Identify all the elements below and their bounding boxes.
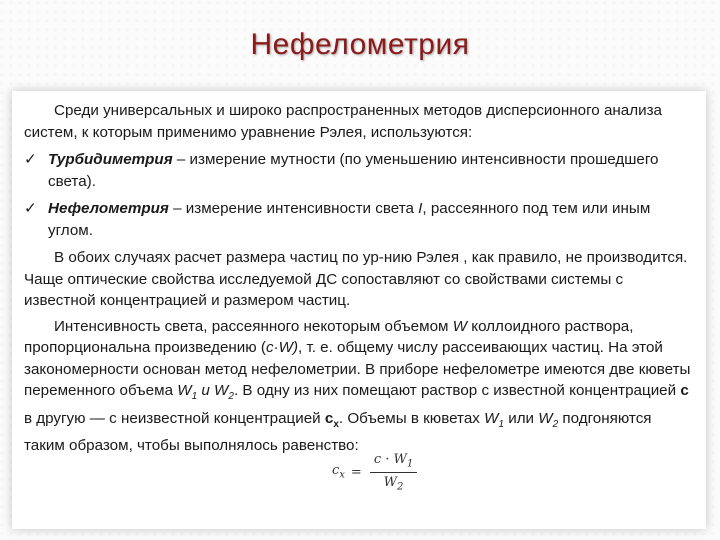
intro-paragraph: Среди универсальных и широко распространенных методов дисперсионного анализа систем, к которым применимо уравнение Рэлея, используются: [24,102,662,141]
text-run: или [503,409,539,427]
bullet-text: – измерение интенсивности света [168,200,419,217]
var-w2: W [538,409,553,427]
slide-text [24,100,696,461]
equality-formula [332,452,417,492]
var-cw: c·W) [265,339,298,356]
formula-numerator: $c \cdot W_1$ [370,452,417,473]
var-w1: W [177,382,192,399]
text-run: подгоняются таким образом, чтобы выполнялось равенство: [24,409,652,455]
bullet-nephelometry [24,198,696,241]
subscript: 2 [552,418,559,430]
formula-lhs: $c_x$ [332,463,345,481]
bullet-term: Турбидиметрия [48,151,173,168]
text-run: . Объемы в кюветах [338,409,485,427]
var-w2: W [214,382,229,399]
bullet-text: , рассеянного под тем или иным углом. [48,200,651,239]
formula-fraction [370,452,417,492]
text-run: и [197,382,215,399]
slide-title: Нефелометрия [250,28,470,61]
var-cx: c [324,409,334,427]
checkmark-icon: ✓ [24,151,37,168]
subscript: x [333,418,339,430]
paragraph-nephelometer [24,316,696,457]
text-run: в другую — с неизвестной концентрацией [24,409,325,427]
formula-denominator: $W_2$ [383,474,404,493]
subscript: 1 [191,391,198,403]
intensity-var: I [418,200,423,217]
text-run: . В одну из них помещают раствор с известной концентрацией [233,382,681,399]
var-w: W [452,317,468,335]
text-run: , т. е. общему числу рассеивающих частиц. На этой закономерности основан метод нефелометрии. В приборе нефелометре имеются две кюветы переменного объема [24,339,691,399]
var-w1: W [484,409,499,427]
checkmark-icon: ✓ [24,200,37,217]
bullet-text: – измерение мутности (по уменьшению интенсивности прошедшего света). [48,151,659,190]
var-c: с [680,382,689,399]
bullet-turbidimetry [24,149,696,192]
bullet-term: Нефелометрия [48,200,169,217]
formula-equals: = [350,464,362,480]
text-run: коллоидного раствора, пропорциональна произведению ( [24,317,634,356]
text-run: Интенсивность света, рассеянного некоторым объемом [54,317,453,335]
subscript: 1 [498,418,504,430]
paragraph-rayleigh: В обоих случаях расчет размера частиц по ур-нию Рэлея , как правило, не производится. Чаще оптические свойства исследуемой ДС сопоставляют со свойствами системы с известной концентрацией и размером частиц. [24,249,688,309]
subscript: 2 [228,391,234,403]
